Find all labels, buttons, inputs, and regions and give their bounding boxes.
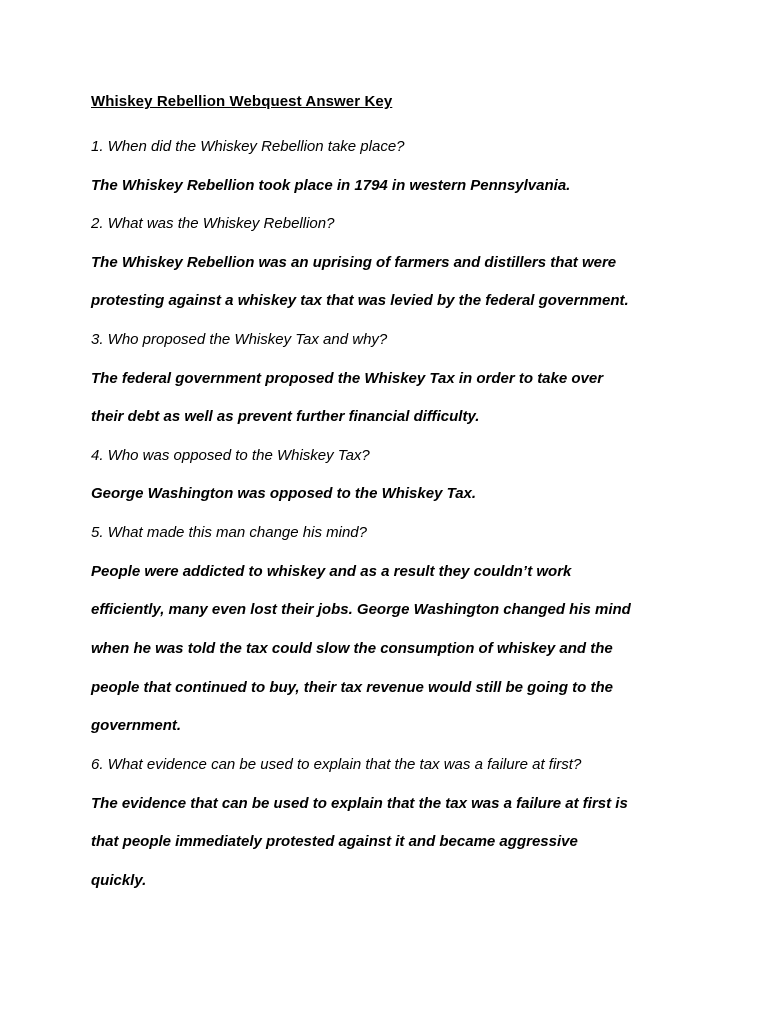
answer-5-line-5: government.: [91, 717, 182, 734]
answer-3-line-1: The federal government proposed the Whiskey Tax in order to take over: [91, 370, 604, 387]
question-5: 5. What made this man change his mind?: [91, 524, 367, 541]
document-title: Whiskey Rebellion Webquest Answer Key: [91, 93, 393, 110]
question-1: 1. When did the Whiskey Rebellion take place?: [91, 138, 405, 155]
question-2: 2. What was the Whiskey Rebellion?: [91, 215, 335, 232]
answer-3-line-2: their debt as well as prevent further financial difficulty.: [91, 408, 480, 425]
answer-2-line-1: The Whiskey Rebellion was an uprising of farmers and distillers that were: [91, 254, 617, 271]
answer-5-line-1: People were addicted to whiskey and as a result they couldn’t work: [91, 563, 572, 580]
answer-5-line-4: people that continued to buy, their tax revenue would still be going to the: [91, 679, 613, 696]
answer-4-line-1: George Washington was opposed to the Whiskey Tax.: [91, 485, 477, 502]
answer-5-line-3: when he was told the tax could slow the consumption of whiskey and the: [91, 640, 613, 657]
question-3: 3. Who proposed the Whiskey Tax and why?: [91, 331, 388, 348]
answer-1-line-1: The Whiskey Rebellion took place in 1794 in western Pennsylvania.: [91, 177, 571, 194]
answer-6-line-2: that people immediately protested against it and became aggressive: [91, 833, 578, 850]
question-4: 4. Who was opposed to the Whiskey Tax?: [91, 447, 370, 464]
question-6: 6. What evidence can be used to explain that the tax was a failure at first?: [91, 756, 582, 773]
answer-6-line-1: The evidence that can be used to explain that the tax was a failure at first is: [91, 795, 628, 812]
answer-6-line-3: quickly.: [91, 872, 147, 889]
answer-5-line-2: efficiently, many even lost their jobs. George Washington changed his mind: [91, 601, 631, 618]
answer-2-line-2: protesting against a whiskey tax that was levied by the federal government.: [91, 292, 629, 309]
